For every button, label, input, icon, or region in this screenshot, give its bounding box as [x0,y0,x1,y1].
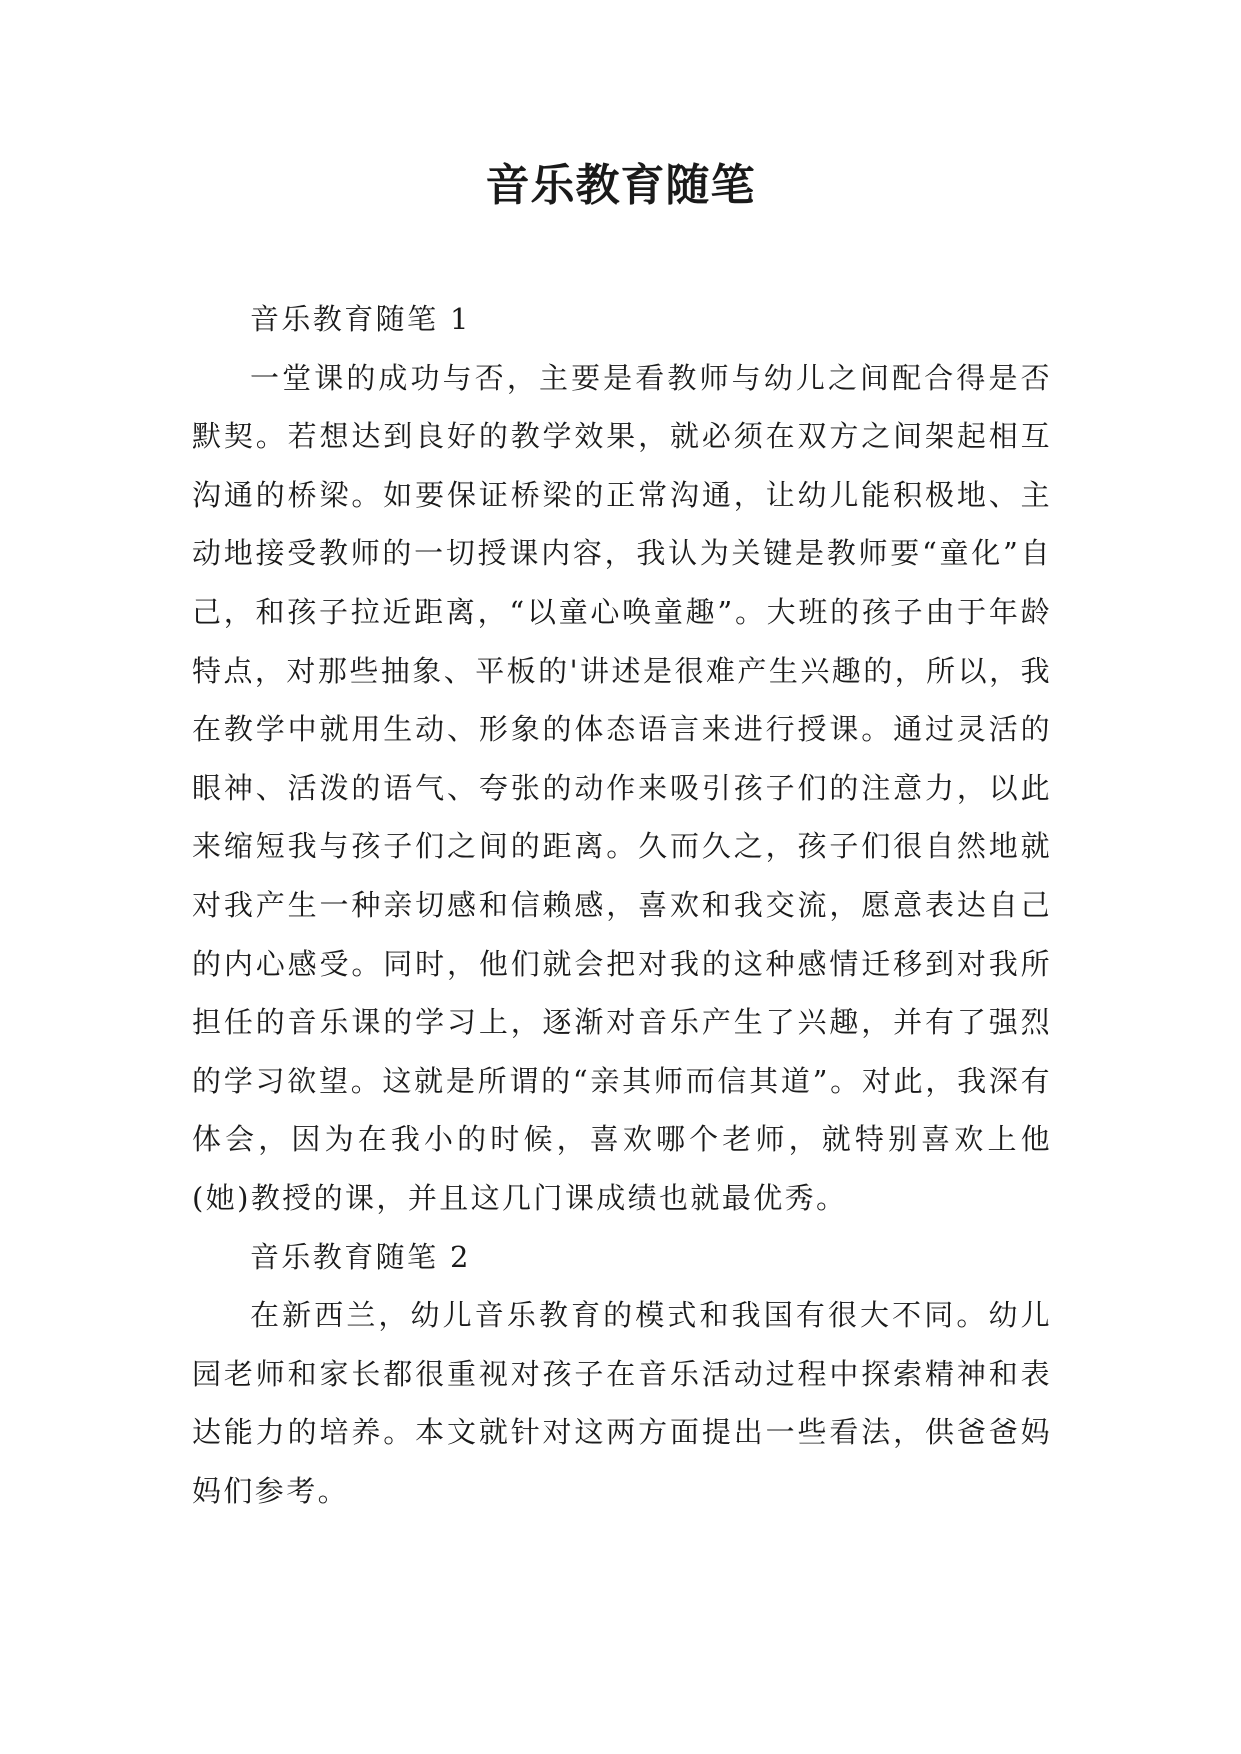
section-heading-1: 音乐教育随笔 1 [250,302,471,336]
document-body [192,290,1052,1520]
section-1-paragraph-1: 一堂课的成功与否，主要是看教师与幼儿之间配合得是否默契。若想达到良好的教学效果，就必须在双方之间架起相互沟通的桥梁。如要保证桥梁的正常沟通，让幼儿能积极地、主动地接受教师的一切授课内容，我认为关键是教师要“童化”自己，和孩子拉近距离，“以童心唤童趣”。大班的孩子由于年龄特点，对那些抽象、平板的'讲述是很难产生兴趣的，所以，我在教学中就用生动、形象的体态语言来进行授课。通过灵活的眼神、活泼的语气、夸张的动作来吸引孩子们的注意力，以此来缩短我与孩子们之间的距离。久而久之，孩子们很自然地就对我产生一种亲切感和信赖感，喜欢和我交流，愿意表达自己的内心感受。同时，他们就会把对我的这种感情迁移到对我所担任的音乐课的学习上，逐渐对音乐产生了兴趣，并有了强烈的学习欲望。这就是所谓的“亲其师而信其道”。对此，我深有体会，因为在我小的时候，喜欢哪个老师，就特别喜欢上他(她)教授的课，并且这几门课成绩也就最优秀。 [192,360,1052,1215]
section-heading-2: 音乐教育随笔 2 [250,1239,471,1274]
section-2-paragraph-1: 在新西兰，幼儿音乐教育的模式和我国有很大不同。幼儿园老师和家长都很重视对孩子在音乐活动过程中探索精神和表达能力的培养。本文就针对这两方面提出一些看法，供爸爸妈妈们参考。 [192,1298,1052,1508]
document-title: 音乐教育随笔 [485,160,756,211]
